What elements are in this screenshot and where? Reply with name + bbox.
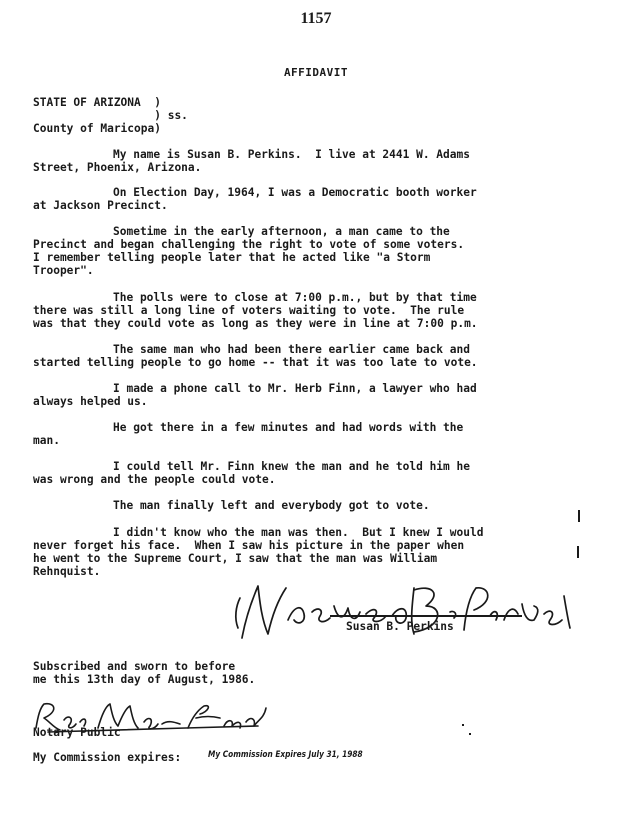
paragraph-8-line-1: I could tell Mr. Finn knew the man and he told him he (113, 460, 470, 473)
paragraph-3-line-4: Trooper". (33, 264, 94, 277)
venue-state-line: STATE OF ARIZONA ) (33, 96, 161, 109)
paragraph-3-line-3: I remember telling people later that he acted like "a Storm (33, 251, 431, 264)
paragraph-2-line-2: at Jackson Precinct. (33, 199, 168, 212)
paragraph-2-line-1: On Election Day, 1964, I was a Democratic booth worker (113, 186, 477, 199)
affiant-typed-name: Susan B. Perkins (346, 620, 454, 633)
paragraph-3-line-2: Precinct and began challenging the right to vote of some voters. (33, 238, 465, 251)
page-number: 1157 (300, 10, 332, 27)
paragraph-3-line-1: Sometime in the early afternoon, a man came to the (113, 225, 450, 238)
venue-county-line: County of Maricopa) (33, 122, 161, 135)
paragraph-5-line-1: The same man who had been there earlier came back and (113, 343, 470, 356)
paragraph-10-line-4: Rehnquist. (33, 565, 101, 578)
scan-mark (462, 724, 464, 726)
paragraph-10-line-1: I didn't know who the man was then. But I knew I would (113, 526, 484, 539)
signature-line (330, 615, 522, 617)
paragraph-4-line-1: The polls were to close at 7:00 p.m., but by that time (113, 291, 477, 304)
jurat-line-1: Subscribed and sworn to before (33, 660, 236, 673)
paragraph-6-line-2: always helped us. (33, 395, 148, 408)
paragraph-4-line-2: there was still a long line of voters waiting to vote. The rule (33, 304, 465, 317)
paragraph-6-line-1: I made a phone call to Mr. Herb Finn, a lawyer who had (113, 382, 477, 395)
paragraph-5-line-2: started telling people to go home -- that it was too late to vote. (33, 356, 478, 369)
scan-mark (578, 510, 580, 522)
paragraph-10-line-3: he went to the Supreme Court, I saw that the man was William (33, 552, 438, 565)
affiant-signature (228, 576, 573, 646)
paragraph-8-line-2: was wrong and the people could vote. (33, 473, 276, 486)
paragraph-1-line-2: Street, Phoenix, Arizona. (33, 161, 202, 174)
paragraph-4-line-3: was that they could vote as long as they were in line at 7:00 p.m. (33, 317, 478, 330)
paragraph-10-line-2: never forget his face. When I saw his picture in the paper when (33, 539, 465, 552)
document-title: AFFIDAVIT (283, 66, 349, 79)
venue-ss-line: ) ss. (33, 109, 188, 122)
scan-mark (577, 546, 579, 558)
notary-title: Notary Public (33, 726, 121, 739)
scan-mark (469, 733, 471, 735)
paragraph-7-line-2: man. (33, 434, 60, 447)
commission-stamp: My Commission Expires July 31, 1988 (208, 750, 363, 760)
jurat-line-2: me this 13th day of August, 1986. (33, 673, 256, 686)
paragraph-7-line-1: He got there in a few minutes and had words with the (113, 421, 464, 434)
commission-label: My Commission expires: (33, 751, 182, 764)
paragraph-1-line-1: My name is Susan B. Perkins. I live at 2441 W. Adams (113, 148, 470, 161)
paragraph-9-line-1: The man finally left and everybody got to vote. (113, 499, 430, 512)
